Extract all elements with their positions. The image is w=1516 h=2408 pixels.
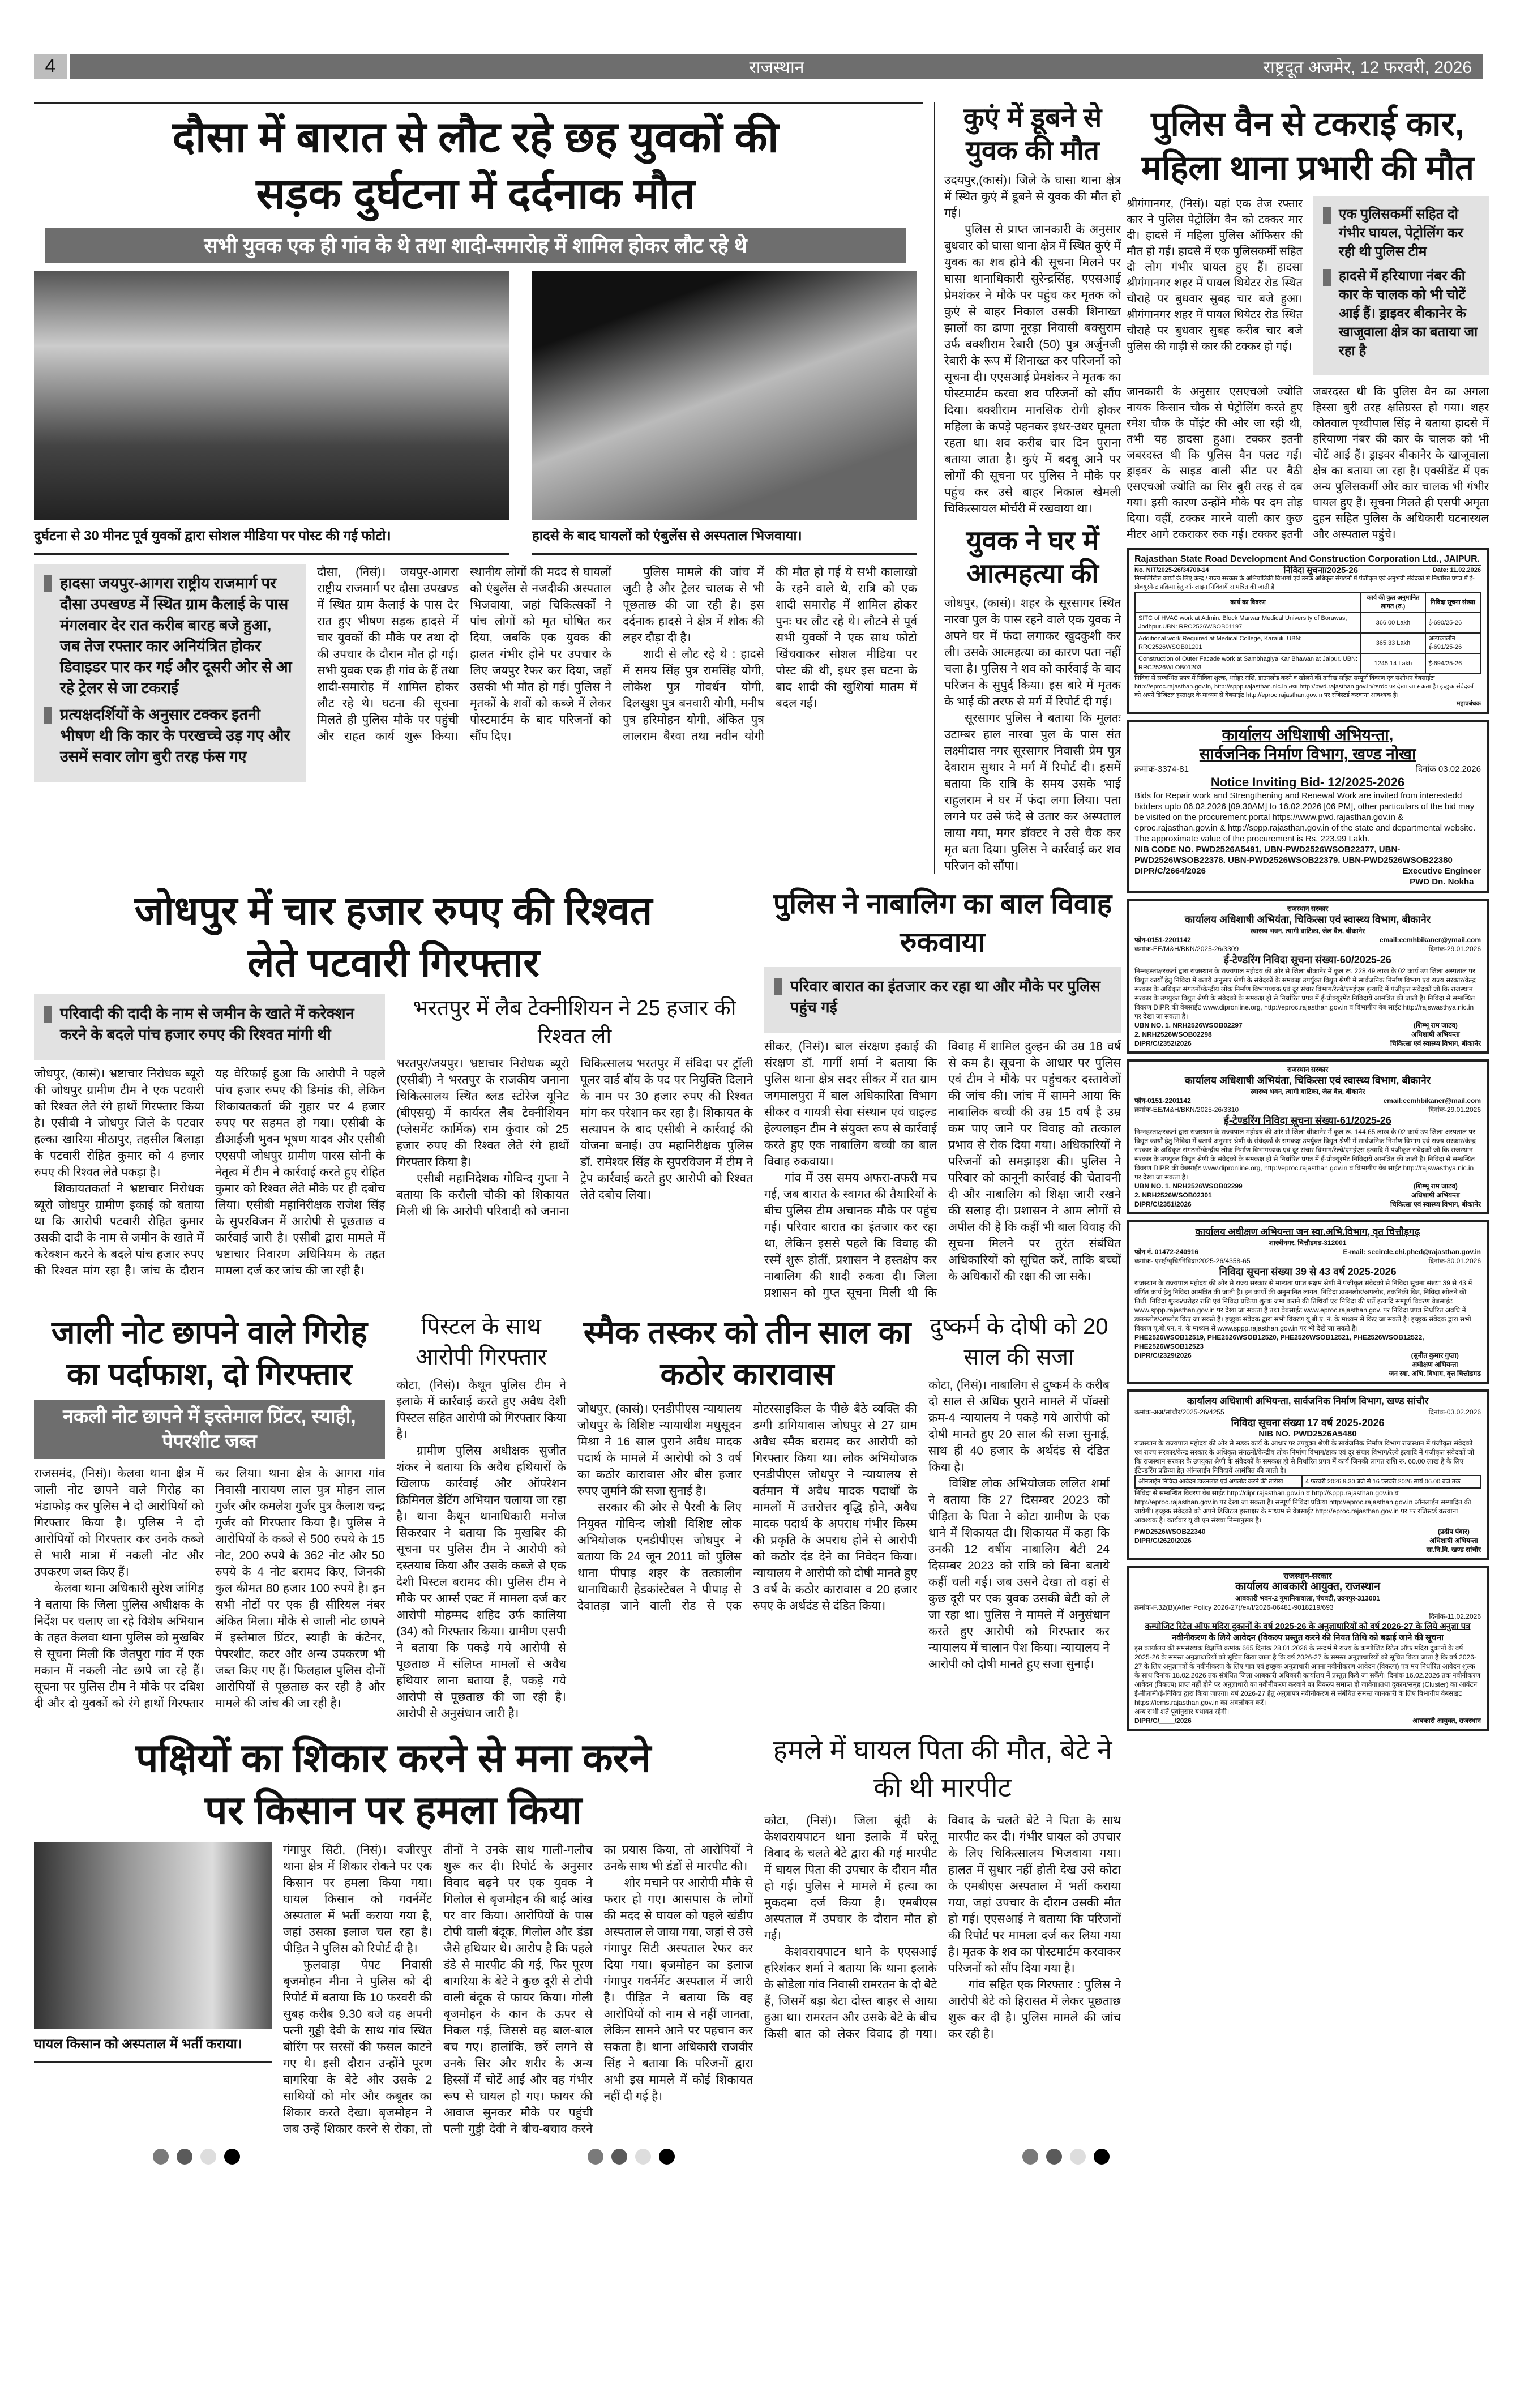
text: दिनांक-29.01.2026 xyxy=(1428,1106,1481,1114)
text: निविदा सूचना संख्या 39 से 43 वर्ष 2025-2026 xyxy=(1219,1266,1397,1277)
text: राजस्थान-सरकार xyxy=(1283,1571,1332,1580)
text: हादसे में हरियाणा नंबर की कार के चालक को भी चोटें आई हैं। ड्राइवर बीकानेर के खाजूवाला क्षेत्र का बताया जा रहा है xyxy=(1339,268,1478,358)
text: जानकारी के अनुसार एसएचओ ज्योति नायक किसान चौक से पेट्रोलिंग करते हुए रमेश चौक के पॉइंट की ओर जा रही थी, तभी यह हादसा हुआ। टक्कर इतनी जबरदस्त थी कि पुलिस वैन पलट गई। ड्राइवर के साइड वाली सीट पर बैठी एसएचओ ज्योति का सिर बुरी तरह से दब गया। इसी कारण उन्होंने मौके पर दम तोड़ दिया। वहीं, टक्कर मारने वाली कार कुछ मीटर आगे टकराकर रुक गई। टक्कर इतनी जबरदस्त थी कि पुलिस वैन का अगला हिस्सा बुरी तरह क्षतिग्रस्त हो गया। शहर कोतवाल पृथ्वीपाल सिंह ने बताया हादसे में हरियाणा नंबर की कार के चालक को भी चोटें आई हैं। ड्राइवर बीकानेर के खाजूवाला क्षेत्र का बताया जा रहा है। एक्सीडेंट में एक अन्य पुलिसकर्मी और कार चालक भी गंभीर घायल हुए हैं। सूचना मिलते ही एसपी अमृता दुहन सहित पुलिस के अधिकारी घटनास्थल और अस्पताल पहुंचे। xyxy=(1127,386,1489,541)
text: फोन-0151-2201142 xyxy=(1134,1097,1191,1105)
story-lab-technician-bribe xyxy=(396,994,753,1279)
text: पुलिस मामले की जांच में जुटी है और ट्रेलर चालक से भी पूछताछ की जा रही है। इस दर्दनाक हादसे ने क्षेत्र में शोक की लहर दौड़ा दी है। xyxy=(623,566,764,644)
text: क्रमांक-EE/M&H/BKN/2025-26/3310 xyxy=(1134,1106,1239,1114)
text: क्रमांक-EE/M&H/BKN/2025-26/3309 xyxy=(1134,945,1239,953)
text: SITC of HVAC work at Admin. Block Marwar Medical University of Borawas, Jodhpur.UBN: RRC2526WSOB01197 xyxy=(1135,613,1361,633)
headline: लेते पटवारी गिरफ्तार xyxy=(247,940,539,985)
text: Rajasthan State Road Development And Construction Corporation Ltd., JAIPUR. xyxy=(1134,554,1481,566)
text: प्रत्यक्षदर्शियों के अनुसार टक्कर इतनी भीषण थी कि कार के परखच्चे उड़ गए और उसमें सवार लोग बुरी तरह फंस गए xyxy=(60,706,290,765)
text: (शिम्भू राम जाटव) xyxy=(1414,1021,1458,1029)
text: DIPR/C/2329/2026 xyxy=(1134,1351,1192,1359)
photo-caption: दुर्घटना से 30 मीनट पूर्व युवकों द्वारा सोशल मीडिया पर पोस्ट की गई फोटो। xyxy=(34,520,509,555)
page-header xyxy=(34,54,1483,79)
ad-bikaner-tender-61 xyxy=(1127,1059,1489,1214)
text: हादसा जयपुर-आगरा राष्ट्रीय राजमार्ग पर दौसा उपखण्ड में स्थित ग्राम कैलाई के पास मंगलवार देर रात करीब बारह बजे हुआ, जब तेज रफ्तार कार अनियंत्रित होकर डिवाइडर पार कर गई और दूसरी ओर से आ रहे ट्रेलर से जा टकराई xyxy=(60,575,292,696)
text: Executive Engineer xyxy=(1402,866,1481,876)
text: क्रमांक-अअ/सांचौर/2025-26/4255 xyxy=(1134,1408,1224,1416)
text: चिकित्सा एवं स्वास्थ्य विभाग, बीकानेर xyxy=(1390,1200,1481,1208)
text: अल्पकालीन ई-691/25-26 xyxy=(1425,633,1480,653)
text: 366.00 Lakh xyxy=(1361,613,1425,633)
text: दौसा, (निसं)। जयपुर-आगरा राष्ट्रीय राजमार्ग पर दौसा उपखण्ड में स्थित ग्राम कैलाई के पास देर रात हुए भीषण सड़क हादसे में चार युवकों की मौके पर तथा दो की उपचार के दौरान मौत हो गई। सभी युवक एक ही गांव के हैं तथा शादी-समारोह में शामिल होकर लौट रहे थे। घटना की सूचना मिलते ही पुलिस मौके पर पहुंची और राहत कार्य शुरू किया। स्थानीय लोगों की मदद से घायलों को एंबुलेंस से नजदीकी अस्पताल भिजवाया, जहां चिकित्सकों ने पांच लोगों को मृत घोषित कर दिया, जबकि एक युवक की हालत गंभीर होने पर उपचार के लिए जयपुर रैफर कर दिया, जहाँ उसकी भी मौत हो गई। पुलिस ने मृतकों के शवों को कब्जे में लेकर पोस्टमार्टम के बाद परिजनों को सौंप दिए। xyxy=(317,566,611,743)
ad-excise-commissioner xyxy=(1127,1566,1489,1731)
text: निम्नहस्ताक्षरकर्ता द्वारा राजस्थान के राज्यपाल महोदय की ओर से जिला बीकानेर में कुल रू. 144.65 लाख के 02 कार्य उप जिला अस्पताल पर विद्युत कार्यों हेतु निविदा में बताये अनुसार श्रेणी के संवेदकों के समकक्ष उपर्युक्त विद्युत श्रेणी में सार्वजनिक निर्माण विभाग एवं राज्य सरकार/केन्द्र सरकार के अधिकृत संगठनों/केन्द्रीय लोक निर्माण विभाग/डाक एवं दूर संचार विभाग/रेल्वे/एमईएस इत्यादि में पंजीकृत संवेदकों जो कि राजस्थान सरकार के उपयुक्त विद्युत श्रेणी के संवेदकों के समकक्ष हो से निर्धारित प्रपत्र में ई-प्रोक्यूरमेंट निविदायें आमंत्रित की जाती है। निविदा से सम्बन्धित विवरण DIPR की वेबसाईट www.dipronline.org, http://eproc.rajasthan.gov.in व विभागीय वेब साईट http://rajswasthya.nic.in पर देखा जा सकता है। xyxy=(1134,1128,1476,1181)
text: ई-टेण्डरिंग निविदा सूचना संख्या-61/2025-26 xyxy=(1224,1115,1391,1126)
text: स्वास्थ्य भवन, त्यागी वाटिका, जेल वैल, बीकानेर xyxy=(1250,1088,1365,1096)
text: सार्वजनिक निर्माण विभाग, खण्ड नोखा xyxy=(1199,745,1416,763)
ad-pwd-sanchore xyxy=(1127,1389,1489,1560)
text: PHE2526WSOB12519, PHE2526WSOB12520, PHE2526WSOB12521, PHE2526WSOB12522, PHE2526WSOB12523 xyxy=(1134,1333,1424,1350)
headline: सड़क दुर्घटना में दर्दनाक मौत xyxy=(256,170,695,218)
story-youth-suicide xyxy=(944,525,1121,874)
headline: पक्षियों का शिकार करने से मना करने xyxy=(135,1736,652,1780)
headline: पिस्टल के साथ आरोपी गिरफ्तार xyxy=(415,1314,547,1370)
text: राजस्थान के राज्यपाल महोदय की ओर से सडक कार्य के आधार पर उपयुक्त श्रेणी के सार्वजनिक निर्माण विभाग राजस्थान में पंजीकृत संवेदको एवं राज्य सरकार/केन्द्र सरकार के अधिकृत संगठनों/केन्द्रीय लोक निर्माण विभाग/डाक एवं दूर संचार विभाग/रेल्वे इत्यादि में पंजीकृत संवेदकों जो कि राजस्थान सरकार के उपयुक्त श्रेणी के संवेदकों के समकक्ष हो से निर्धारित प्रपत्र में कार्य जिनकी लागत राशि रू. 60.00 लाख है के लिए ईटेण्डरिंग प्रक्रिया हेतु ऑनलाईन निविदायें आमंत्रित की जाती है। xyxy=(1134,1439,1475,1474)
text: क्रमांक-3374-81 xyxy=(1134,764,1189,774)
text: फुलवाड़ा पेपट निवासी बृजमोहन मीना ने पुलिस को दी रिपोर्ट में बताया कि 10 फरवरी की सुबह करीब 9.30 बजे वह अपनी पत्नी गुड्डी देवी के साथ गांव स्थित बोरिंग पर सरसों की फसल काटने गए थे। इसी दौरान उन्होंने पूरण बागरिया के बेटे और उसके 2 साथियों को मोर और कबूतर का शिकार करते देखा। बृजमोहन ने जब उन्हें शिकार करने से रोका, तो तीनों ने उनके साथ गाली-गलौच शुरू कर दी। रिपोर्ट के अनुसार विवाद बढ़ने पर एक युवक ने गिलोल से बृजमोहन की बाईं आंख पर वार किया। आरोपियों के पास टोपी वाली बंदूक, गिलोल और डंडा जैसे हथियार थे। आरोप है कि पहले डंडे से मारपीट की गई, फिर पूरण बागरिया के बेटे ने कुछ दूरी से टोपी वाली बंदूक से फायर किया। गोली बृजमोहन के कान के ऊपर से निकल गई, जिससे वह बाल-बाल बच गए। हालांकि, छर्रे लगने से उनके सिर और शरीर के अन्य हिस्सों में चोटें आईं और वह गंभीर रूप से घायल हो गए। फायर की आवाज सुनकर मौके पर पहुंची पत्नी गुड्डी देवी ने बीच-बचाव करने का प्रयास किया, तो आरोपियों ने उनके साथ भी डंडों से मारपीट की। xyxy=(283,1844,753,2136)
headline: युवक ने घर में आत्महत्या की xyxy=(966,526,1099,589)
text: (शिम्भू राम जाटव) xyxy=(1414,1182,1458,1190)
registration-marks xyxy=(153,2149,1516,2167)
story-dausa xyxy=(34,102,923,782)
text: सरकार की ओर से पैरवी के लिए नियुक्त गोविन्द जोशी विशिष्ट लोक अभियोजक एनडीपीएस जोधपुर ने बताया कि 24 जून 2011 को पुलिस थाना पीपाड़ शहर के तत्कालीन थानाधिकारी हेडकांस्टेबल ने पीपाड़ से देवातड़ा जाने वाली रोड से एक मोटरसाइकिल के पीछे बैठे व्यक्ति की डग्गी डागियावास जोधपुर से 27 ग्राम अवैध स्मैक बरामद कर आरोपी को गिरफ्तार किया था। लोक अभियोजक एनडीपीएस जोधपुर ने न्यायालय से वर्तमान में अवैध मादक पदार्थों के मामलों में उत्तरोत्तर वृद्धि होने, अवैध मादक पदार्थ के अपराध गंभीर किस्म की प्रकृति के अपराध होने से आरोपी को कठोर दंड देने का निवेदन किया। न्यायालय ने आरोपी को दोषी मानते हुए 3 वर्ष के कठोर कारावास व 20 हजार रुपए के अर्थदंड से दंडित किया। xyxy=(577,1402,917,1613)
text: शास्त्रीनगर, चित्तौडगढ-312001 xyxy=(1269,1239,1347,1247)
text: शोर मचाने पर आरोपी मौके से फरार हो गए। आसपास के लोगों की मदद से घायल को पहले खंडीप अस्पताल ले जाया गया, जहां से उसे गंगापुर सिटी अस्पताल रेफर कर दिया गया। बृजमोहन का इलाज गंगापुर गवर्नमेंट अस्पताल में जारी है। पीड़ित ने बताया कि वह आरोपियों को नाम से नहीं जानता, लेकिन सामने आने पर पहचान कर सकता है। थाना अधिकारी राजवीर सिंह ने बताया कि परिजनों द्वारा अभी इस मामले में कोई शिकायत नहीं दी गई है। xyxy=(603,1876,753,2103)
text: निम्नहस्ताक्षरकर्ता द्वारा राजस्थान के राज्यपाल महोदय की ओर से जिला बीकानेर में कुल रू. 228.49 लाख के 02 कार्य उप जिला अस्पताल पर विद्युत कार्यों हेतु निविदा में बताये अनुसार श्रेणी के संवेदकों के समकक्ष उपर्युक्त विद्युत श्रेणी में सार्वजनिक निर्माण विभाग एवं राज्य सरकार/केन्द्र सरकार के अधिकृत संगठनों/केन्द्रीय लोक निर्माण विभाग/डाक एवं दूर संचार विभाग/रेल्वे/एमईएस इत्यादि में पंजीकृत संवेदकों जो कि राजस्थान सरकार के उपयुक्त विद्युत श्रेणी के संवेदकों के समकक्ष हो से निर्धारित प्रपत्र में ई-प्रोक्यूरमेंट निविदायें आमंत्रित की जाती है। निविदा से सम्बन्धित विवरण DIPR की वेबसाईट www.dipronline.org, http://eproc.rajasthan.gov.in व विभागीय वेब साईट http://rajswasthya.nic.in पर देखा जा सकता है। xyxy=(1134,967,1476,1020)
text: निविदा सूचना संख्या 17 वर्ष 2025-2026 xyxy=(1231,1417,1385,1428)
text: केशवरायपाटन थाने के एएसआई हरिशंकर शर्मा ने बताया कि थाना इलाके के सोडेला गांव निवासी रामरतन के दो बेटे हैं, जिसमें बड़ा बेटा दोस्त बाहर से आया हुआ था। रामरतन और उसके बेटे के बीच किसी बात को लेकर विवाद हो गया। विवाद के चलते बेटे ने पिता के साथ मारपीट कर दी। गंभीर घायल को उपचार के लिए चिकित्सालय भिजवाया गया। हालत में सुधार नहीं होती देख उसे कोटा के एमबीएस अस्पताल में भर्ती कराया गया, जहां उपचार के दौरान उसकी मौत हो गई। एएसआई ने बताया कि परिजनों की रिपोर्ट पर मामला दर्ज कर लिया गया है। मृतक के शव का पोस्टमार्टम करवाकर परिजनों को सौंप दिया गया है। xyxy=(764,1814,1121,2041)
text: UBN NO. 1. NRH2526WSOB02297 xyxy=(1134,1021,1243,1029)
text: कार्यालय आबकारी आयुक्त, राजस्थान xyxy=(1235,1581,1380,1593)
ad-rsrdc-tender xyxy=(1127,548,1489,714)
tender-table xyxy=(1134,592,1481,674)
text: DIPR/C/2620/2026 xyxy=(1134,1537,1192,1545)
section-name: राजस्थान xyxy=(749,58,804,77)
text: क्रमांक- एसई/वृचि/निविदा/2025-26/4358-65 xyxy=(1134,1257,1251,1265)
text: जन स्वा. अभि. विभाग, वृत्त चित्तौडगढ xyxy=(1389,1370,1481,1378)
photo-youths xyxy=(34,271,509,520)
headline: हमले में घायल पिता की मौत, बेटे ने की थी मारपीट xyxy=(773,1735,1112,1803)
text: PWD2526WSOB22340 xyxy=(1134,1528,1206,1536)
text: E-mail: secircle.chi.phed@rajasthan.gov.in xyxy=(1343,1248,1481,1256)
headline: स्मैक तस्कर को तीन साल का कठोर कारावास xyxy=(583,1314,911,1392)
text: दिनांक-29.01.2026 xyxy=(1428,945,1481,953)
text: 1245.14 Lakh xyxy=(1361,653,1425,674)
text: कार्यालय अधिशाषी अभियन्ता, xyxy=(1222,726,1394,743)
ad-pwd-nokha xyxy=(1127,720,1489,893)
text: 365.33 Lakh xyxy=(1361,633,1425,653)
text: निम्नलिखित कार्यों के लिए केन्द्र / राज्य सरकार के अभियांत्रिकी विभागों एवं उनके अधिकृत संगठनों में पंजीकृत एवं अनुभवी संवेदकों से निर्धारित प्रपत्र में ई-प्रोक्यूरमेन्ट प्रक्रिया हेतु ऑनलाइन निविदायें आमंत्रित की जाती है xyxy=(1134,575,1475,591)
text: फोन-0151-2201142 xyxy=(1134,936,1191,944)
text: 2. NRH2526WSOB02301 xyxy=(1134,1191,1212,1199)
text: Date: 11.02.2026 xyxy=(1432,567,1481,574)
subheadline: नकली नोट छापने में इस्तेमाल प्रिंटर, स्याही, पेपरशीट जब्त xyxy=(34,1400,385,1459)
text: 2. NRH2526WSOB02298 xyxy=(1134,1030,1212,1038)
story-smack-smuggler xyxy=(577,1311,917,1614)
story-body xyxy=(944,172,1121,517)
text: विशिष्ट लोक अभियोजक ललित शर्मा ने बताया कि 27 दिसम्बर 2023 को पीड़िता के पिता ने कोटा ग्रामीण के एक थाने में शिकायत दी। शिकायत में कहा कि उनकी 12 वर्षीय नाबालिग बेटी 24 दिसम्बर 2023 को रात्रि को बिना बताये कहीं चली गई। जब उसने देखा तो वहां से कुछ दूरी पर एक युवक उसकी बेटी को ले जा रहा था। पुलिस ने मामले में अनुसंधान करते हुए आरोपी को गिरफ्तार कर न्यायालय में चालान पेश किया। न्यायालय ने आरोपी को दोषी मानते हुए सजा सुनाई। xyxy=(928,1477,1110,1671)
ad-phed-chittorgarh xyxy=(1127,1220,1489,1384)
text: चिकित्सा एवं स्वास्थ्य विभाग, बीकानेर xyxy=(1390,1040,1481,1047)
text: राजस्थान के राज्यपाल महोदय की ओर से राज्य सरकार से मान्यता प्राप्त सक्षम श्रेणी में पंजीकृत संवेदको से निविदा सूचना संख्या 39 से 43 में वर्णित कार्य हेतु निविदा आमंत्रित की जाती है। इन कार्यो की अनुमानित लागत, निविदा डाउनलोड/अपलोड, तकनिकी बिड, निविदा खोलने की तिथी, निविदा शुल्क/धरोहर राशि एवं निविदा प्रक्रिया शुल्क जमा कराने की तिथियॉ एवं निविदा की शर्ते इत्यादि सम्पूर्ण विवरण वेबसाईट www.sppp.rajasthan.gov.in पर देखा जा सकता हैं तथा वेबसाईट www.eproc.rajasthan.gov. पर निविदा प्रपत्र निर्धारित अवधि में डाउनलोड/अपलोड किए जा सकते हैं। इच्छुक संवेदक द्वारा सभी विवरण यू.बी.ए. नं. के माध्यम से किए जा सकते है। इच्छुक संवेदक द्वारा सभी विवरण यू.बी.एन. नं. के माध्यम से www.sppp.rajasthan.gov.in पर भी देखे जा सकते है। xyxy=(1134,1279,1472,1332)
masthead-date: राष्ट्रदूत अजमेर, 12 फरवरी, 2026 xyxy=(1263,58,1472,77)
text: ग्रामीण पुलिस अधीक्षक सुजीत शंकर ने बताया कि अवैध हथियारों के खिलाफ कार्रवाई और ऑपरेशन क्रिमिनल डेटिंग अभियान चलाया जा रहा है। थाना कैथून थानाधिकारी मनोज सिकरवार ने बताया कि मुखबिर की सूचना पर पुलिस टीम ने आरोपी को दस्तयाब किया और उसके कब्जे से एक देशी पिस्टल बरामद की। पुलिस टीम ने मौके पर आर्म्स एक्ट में मामला दर्ज कर आरोपी मोहम्मद शहिद उर्फ कालिया (34) को गिरफ्तार किया। ग्रामीण एसपी ने बताया कि पकड़े गये आरोपी से पूछताछ में संलिप्त मामलों से अवैध हथियार लाना बताया है, पकड़े गये आरोपी से पूछताछ की जा रही है। आरोपी से अनुसंधान जारी है। xyxy=(396,1444,566,1720)
text: महाप्रबंधक xyxy=(1456,700,1481,707)
text: UBN NO. 1. NRH2526WSOB02299 xyxy=(1134,1182,1243,1190)
text: कार्यालय अधिशाषी अभियंता, चिकित्सा एवं स्वास्थ्य विभाग, बीकानेर xyxy=(1184,914,1431,925)
text: DIPR/C/2352/2026 xyxy=(1134,1040,1192,1047)
text: पुलिस से प्राप्त जानकारी के अनुसार बुधवार को घासा थाना क्षेत्र में स्थित कुएं में युवक का शव होने की सूचना मिलने पर घासा थानाधिकारी सुरेन्द्रसिंह, एएसआई प्रेमशंकर ने मौके पर पहुंच कर मृतक को कुएं से बाहर निकाल उसकी शिनाख्त झालों का ढाणा नूरड़ा निवासी बक्सुराम उर्फ बक्शीराम रेबारी (50) पुत्र अर्जुनजी रेबारी के रूप में शिनाख्त कर परिजनों को सूचना दी। एएसआई प्रेमशंकर ने मृतक का पोस्टमार्टम करवा शव परिजनों को सौंप दिया। बक्शीराम मानसिक रोगी होकर महिला के कपड़े पहनकर इधर-उधर घूमता रहता था। शव करीब चार दिन पुराना बताया जाता है। कुएं में बदबू आने पर लोगों की सूचना पर पुलिस ने मौके पर पहुंच कर उसे बाहर निकाल खेमली चिकित्सायल मोर्चरी में रखवाया था। xyxy=(944,223,1121,515)
side-column xyxy=(934,102,1121,874)
subheadline: सभी युवक एक ही गांव के थे तथा शादी-समारोह में शामिल होकर लौट रहे थे xyxy=(45,228,906,263)
text: शिकायतकर्ता ने भ्रष्टाचार निरोधक ब्यूरो जोधपुर ग्रामीण इकाई को बताया था कि आरोपी पटवारी रोहित कुमार उसकी दादी के नाम से जमीन के खाते में करेक्शन करने के बदले पांच हजार रुपए की रिश्वत मांग रहा है। जांच के दौरान यह वेरिफाई हुआ कि आरोपी ने पहले पांच हजार रुपए की डिमांड की, लेकिन शिकायतकर्ता की गुहार पर 4 हजार रुपए पर सहमत हो गया। एसीबी के डीआईजी भुवन भूषण यादव और एसीबी एएसपी जोधपुर ग्रामीण पारस सोनी के नेतृत्व में टीम ने कार्रवाई करते हुए रोहित कुमार को रिश्वत लेते मौके पर ही दबोच लिया। एसीबी महानिरीक्षक राजेश सिंह के सुपरविजन में आरोपी से पूछताछ व कार्रवाई जारी है। एसीबी द्वारा मामले में भ्रष्टाचार निवारण अधिनियम के तहत मामला दर्ज कर जांच की जा रही है। xyxy=(34,1067,385,1277)
headline: पुलिस वैन से टकराई कार, महिला थाना प्रभारी की मौत xyxy=(1141,105,1475,187)
text: Bids for Repair work and Strengthening and Renewal Work are invited from interestedd bidders upto 06.02.2026 [09.30AM] to 16.02.2026 [06 PM], other particulars of the bid may be visited on the procurement portal https://www.pwd.rajasthan.gov.in & eproc.rajasthan.gov.in & http://sppp.rajasthan.gov.in of the state and departmental website. The approximate value of the procurement is Rs. 223.99 Lakh. xyxy=(1134,791,1476,844)
story-body xyxy=(283,1842,753,2137)
text: Notice Inviting Bid- 12/2025-2026 xyxy=(1210,775,1405,789)
text: कार्यालय अधिशाषी अभियंता, चिकित्सा एवं स्वास्थ्य विभाग, बीकानेर xyxy=(1184,1075,1431,1086)
text: email:eemhbikaner@ymail.com xyxy=(1379,936,1481,944)
text: अधिशाषी अभियन्ता xyxy=(1411,1030,1460,1038)
story-body xyxy=(928,1377,1110,1673)
headline: दौसा में बारात से लौट रहे छह युवकों की xyxy=(172,113,779,161)
headline: पुलिस ने नाबालिग का बाल विवाह रुकवाया xyxy=(773,888,1112,958)
text: कम्पोजिट रिटेल ऑफ मदिरा दुकानों के वर्ष 2025-26 के अनुज्ञाधारियों को वर्ष 2026-27 के लिये अनुज्ञा पत्र नवीनीकरण के लिये आवेदन (विकल्प प्रस्तुत करने की नियत तिथि को बढाई जाने की सूचना xyxy=(1145,1622,1471,1643)
text: परिवार बारात का इंतजार कर रहा था और मौके पर पुलिस पहुंच गई xyxy=(790,978,1100,1016)
text: गांव में उस समय अफरा-तफरी मच गई, जब बारात के स्वागत की तैयारियों के बीच पुलिस टीम अचानक मौके पर पहुंच गई। परिवार बारात का इंतजार कर रहा था, लेकिन इससे पहले कि विवाह की रस्में शुरू होतीं, प्रशासन ने हस्तक्षेप कर नाबालिग की शादी रुकवा दी। जिला प्रशासन को गुप्त सूचना मिली थी कि विवाह में शामिल दुल्हन की उम्र 18 वर्ष से कम है। सूचना के आधार पर पुलिस एवं टीम ने मौके पर पहुंचकर दस्तावेजों की जांच की। जांच में सामने आया कि नाबालिक बच्ची की उम्र 15 वर्ष है उम्र कम पाए जाने पर विवाह को तत्काल प्रभाव से रोक दिया गया। अधिकारियों ने परिजनों को समझाइश की। पुलिस ने परिवार को कानूनी कार्रवाई की चेतावनी दी और नाबालिग को शिक्षा जारी रखने की सलाह दी। प्रशासन ने आम लोगों से अपील की है कि कहीं भी बाल विवाह की सूचना मिलने पर तुरंत संबंधित अधिकारियों को सूचित करें, ताकि बच्चों के अधिकारों की रक्षा की जा सके। xyxy=(764,1040,1121,1299)
text: आबकारी भवन-2 गुमानियावाला, पंचवटी, उदयपुर-313001 xyxy=(1235,1594,1380,1602)
text: केलवा थाना अधिकारी सुरेश जांगिड़ ने बताया कि जिला पुलिस अधीक्षक के निर्देश पर चलाए जा रहे विशेष अभियान के तहत केलवा थाना पुलिस को मुखबिर से सूचना मिली कि जैतपुरा गांव में एक मकान में नकली नोट छापे जा रहे हैं। सूचना पर पुलिस टीम ने मौके पर दबिश दी और दो युवकों को रंगे हाथों गिरफ्तार कर लिया। थाना क्षेत्र के आगरा गांव निवासी नारायण लाल पुत्र मोहन लाल गुर्जर और कमलेश गुर्जर पुत्र कैलाश चन्द्र गुर्जर को गिरफ्तार किया है। पुलिस ने आरोपियों के कब्जे से 500 रुपये के 15 नोट, 200 रुपये के 362 नोट और 50 रुपये के 4 नोट बरामद किए, जिनकी कुल कीमत 80 हजार 100 रुपये है। इन सभी नोटों पर एक ही सीरियल नंबर अंकित मिला। मौके से जाली नोट छापने में इस्तेमाल प्रिंटर, स्याही के कंटेनर, पेपरशीट, कटर और अन्य उपकरण भी जब्त किए गए हैं। फिलहाल पुलिस दोनों आरोपियों से पूछताछ कर रही है और मामले की जांच की जा रही है। xyxy=(34,1467,385,1710)
text: email:eemhbikaner@mail.com xyxy=(1383,1097,1481,1105)
text: अधीक्षण अभियन्ता xyxy=(1411,1361,1458,1368)
text: (सुनीत कुमार गुप्ता) xyxy=(1411,1351,1459,1359)
text: जोधपुर, (कासं)। शहर के सूरसागर स्थित नारवा पुल के पास रहने वाले एक युवक ने अपने घर में फंदा लगाकर खुदकुशी कर ली। उसके आत्महत्या का कारण पता नहीं चला है। पुलिस ने शव को कार्रवाई के बाद परिजन के सुपुर्द किया। इस बारे में मृतक के भाई की तरफ से मर्ग में रिपोर्ट दी गई। xyxy=(944,597,1121,708)
text: Additional work Required at Medical College, Karauli. UBN: RRC2526WSOB01201 xyxy=(1135,633,1361,653)
photo-caption: घायल किसान को अस्पताल में भर्ती कराया। xyxy=(34,2029,272,2063)
text: PWD Dn. Nokha xyxy=(1410,877,1474,887)
photo-caption: हादसे के बाद घायलों को एंबुलेंस से अस्पताल भिजवाया। xyxy=(532,520,917,555)
headline: भरतपुर में लैब टेक्नीशियन ने 25 हजार की रिश्वत ली xyxy=(413,996,736,1049)
text: कार्य की कुल अनुमानित लागत (रु.) xyxy=(1361,592,1425,613)
text: राजस्थान सरकार xyxy=(1287,905,1329,913)
text: अधिशाषी अभियन्ता xyxy=(1429,1537,1478,1545)
text: गंगापुर सिटी, (निसं)। वजीरपुर थाना क्षेत्र में शिकार रोकने पर एक किसान पर हमला किया गया। घायल किसान को गवर्नमेंट अस्पताल में भर्ती कराया गया है, जहां उसका इलाज चल रहा है। पीड़ित ने पुलिस को रिपोर्ट दी है। xyxy=(283,1844,432,1955)
story-body xyxy=(944,595,1121,874)
text: DIPR/C/2351/2026 xyxy=(1134,1200,1192,1208)
text: सूरसागर पुलिस ने बताया कि मूलतः उटाम्बर हाल नारवा पुल के पास संत लक्ष्मीदास नगर सूरसागर निवासी प्रेम पुत्र देवाराम सुथार ने मर्ग में रिपोर्ट दी। इसमें बताया कि रात्रि के समय उसके भाई राहुलराम ने घर में फंदा लगा लिया। पता लगने पर उसे फंदे से उतार कर अस्पताल लाया गया, मगर डॉक्टर ने उसे चैक कर मृत बता दिया। पुलिस ने कार्रवाई कर शव परिजन को सौंपा। xyxy=(944,712,1121,872)
text: राजसमंद, (निसं)। केलवा थाना क्षेत्र में जाली नोट छापने वाले गिरोह का भंडाफोड़ कर पुलिस ने दो आरोपियों को गिरफ्तार किया है। पुलिस ने दो आरोपियों को गिरफ्तार कर उनके कब्जे से भारी मात्रा में नकली नोट और उपकरण जब्त किए हैं। xyxy=(34,1467,204,1579)
text: DIPR/C/____/2026 xyxy=(1134,1717,1192,1725)
ad-bikaner-tender-60 xyxy=(1127,899,1489,1054)
text: कार्यालय अधीक्षण अभियन्ता जन स्वा.अभि.विभाग, वृत चित्तौड़गढ़ xyxy=(1195,1226,1420,1237)
text: निविदा से सम्बन्धित विवरण वेब साईट http://dipr.rajasthan.gov.in व http://sppp.rajasthan.gov.in व http://eproc.rajasthan.gov.in पर देखा जा सकता है। सम्पूर्ण निविदा प्रक्रिया http://eproc.rajasthan.gov.in ऑनलाईन सम्पादित की जायेगी। इच्छुक संवेदको को अपने डिजिटल हस्ताक्षर के माध्यम से वेबसाईट http://eproc.rajasthan.gov.in पर पर रजिस्टर्ड करवाना आवश्यक है। कार्यवार यू बी एन संख्या निम्नानुसार है। xyxy=(1134,1489,1471,1524)
story-body xyxy=(396,1055,753,1220)
text: राजस्थान सरकार xyxy=(1287,1066,1329,1073)
text: NIB CODE NO. PWD2526A5491, UBN-PWD2526WSOB22377, UBN-PWD2526WSOB22378. UBN-PWD2526WSOB22379. UBN-PWD2526WSOB22380 xyxy=(1134,845,1453,865)
story-pocso-sentence xyxy=(928,1311,1110,1673)
story-body xyxy=(1127,384,1489,542)
text: अन्य सभी शर्ते पूर्वानुसार यथावत रहेगी। xyxy=(1134,1708,1230,1716)
text: निविदा सूचना संख्या xyxy=(1425,592,1480,613)
headline: दुष्कर्म के दोषी को 20 साल की सजा xyxy=(930,1314,1108,1370)
text: कार्य का विवरण xyxy=(1135,592,1361,613)
story-body xyxy=(34,1066,385,1279)
text: एसीबी महानिदेशक गोविन्द गुप्ता ने बताया कि करौली चौकी को शिकायत मिली थी कि आरोपी परिवादी को जनाना चिकित्सालय भरतपुर में संविदा पर ट्रॉली पूलर वार्ड बॉय के पद पर नियुक्ति दिलाने के नाम पर 30 हजार रुपए की रिश्वत मांग कर परेशान कर रहा है। शिकायत के सत्यापन के बाद एसीबी ने कार्रवाई की योजना बनाई। उप महानिरीक्षक पुलिस डॉ. रामेश्वर सिंह के सुपरविजन में टीम ने ट्रेप कार्रवाई करते हुए आरोपी को रिश्वत लेते दबोच लिया। xyxy=(396,1057,753,1218)
text: ई-694/25-26 xyxy=(1425,653,1480,674)
story-body xyxy=(1127,196,1303,380)
text: स्वास्थ्य भवन, त्यागी वाटिका, जेल वैल, बीकानेर xyxy=(1250,927,1365,935)
text: (प्रदीप पंवार) xyxy=(1437,1528,1470,1536)
text: कार्यालय अधिशाषी अभियन्ता, सार्वजनिक निर्माण विभाग, खण्ड सांचौर xyxy=(1187,1396,1429,1406)
headline: पर किसान पर हमला किया xyxy=(204,1788,582,1832)
text: शादी से लौट रहे थे : हादसे में समय सिंह पुत्र रामसिंह योगी, लोकेश पुत्र गोवर्धन योगी, दिलखुश पुत्र बनवारी योगी, मनीष पुत्र हरिमोहन योगी, अंकित पुत्र लालराम बैरवा तथा नवीन योगी की मौत हो गई ये सभी कालाखो के रहने वाले थे, रात्रि को एक शादी समारोह में शामिल होकर पुनः घर लौट रहे थे। लौटने से पूर्व सभी युवकों ने एक साथ फोटो खिंचवाकर सोशल मीडिया पर पोस्ट की थी, इधर इस घटना के बाद शादी की खुशियां मातम में बदल गई। xyxy=(623,566,917,743)
text: फोन नं. 01472-240916 xyxy=(1134,1248,1199,1256)
text: इस कार्यालय की समसंख्यक विज्ञप्ति क्रमांक 665 दिनांक 28.01.2026 के सन्दर्भ मे राज्य के कम्पोजिट रिटेल ऑफ मदिरा दुकानों के वर्ष 2025-26 के समस्त अनुज्ञाधारियों को सूचित किया जाता है कि वर्ष 2026-27 के समस्त अनुज्ञाधारियों को सूचित किया जाता है कि वर्ष 2026-27 के लिए अनुज्ञापत्रों के नवीनीकरण के लिए पात्र एवं इच्छुक अनुज्ञाधारी अपना नवीनीकरण आवेदन (विकल्प) पत्र मय निर्धारित आवेदन शुल्क के साथ दिनांक 18.02.2026 तक संबंधित जिला आबकारी अधिकारी कार्यालय में प्रस्तुत किये जा सकेंगे। दिनांक 16.02.2026 तक नवीनीकरण आवेदन (विकल्प) प्राप्त नहीं होने पर अनुज्ञाधारी का नवीनीकरण करवाने का विकल्प समाप्त हो जावेगा।तथा दुकान/समूह (Cluster) का आवंटन ई-नीलामी/ई-निविदा द्वारा किया जाएगा। वर्ष 2026-27 हेतु अनुज्ञापत्र नवीनीकरण से संबंधित समस्त जानकारी के लिए विभागीय वेबसाइट https://iems.rajasthan.gov.in का अवलोकन करें। xyxy=(1134,1644,1481,1706)
photo-ambulance xyxy=(532,271,917,520)
text: जोधपुर, (कासं)। एनडीपीएस न्यायालय जोधपुर के विशिष्ट न्यायाधीश मधुसूदन मिश्रा ने 16 साल पुराने अवैध मादक पदार्थ के मामले में आरोपी को 3 वर्ष का कठोर कारावास और बीस हजार रुपए जुर्माने की सजा सुनाई है। xyxy=(577,1402,742,1498)
story-police-van xyxy=(1127,102,1489,542)
story-body xyxy=(577,1401,917,1614)
story-pistol-arrest xyxy=(396,1311,566,1722)
highlight-box xyxy=(1313,196,1489,375)
story-well-drowning xyxy=(944,102,1121,517)
text: एक पुलिसकर्मी सहित दो गंभीर घायल, पेट्रोलिंग कर रही थी पुलिस टीम xyxy=(1339,207,1463,259)
text: ई-टेण्डरिंग निविदा सूचना संख्या-60/2025-26 xyxy=(1224,954,1391,965)
story-farmer-attack xyxy=(34,1732,753,2137)
text: सीकर, (निसं)। बाल संरक्षण इकाई की संरक्षण डॉ. गार्गी शर्मा ने बताया कि पुलिस थाना क्षेत्र सदर सीकर में रात ग्राम जगमालपुरा में बाल अधिकारिता विभाग सीकर व गायत्री सेवा संस्थान एवं चाइल्ड हेल्पलाइन टीम ने संयुक्त रूप से कार्रवाई करते हुए एक नाबालिग बच्ची का बाल विवाह रुकवाया। xyxy=(764,1040,937,1168)
photo-injured-farmer xyxy=(34,1842,272,2029)
story-body xyxy=(317,564,917,782)
headline: जाली नोट छापने वाले गिरोह का पर्दाफाश, दो गिरफ्तार xyxy=(51,1314,367,1392)
text: निविदा सूचना/2025-26 xyxy=(1283,566,1358,575)
story-body xyxy=(764,1038,1121,1301)
text: ऑनलाईन निविदा आवेदन डाउनलोड एवं अपलोड करने की तारीख xyxy=(1135,1475,1302,1488)
headline: जोधपुर में चार हजार रुपए की रिश्वत xyxy=(134,888,653,933)
story-body xyxy=(396,1377,566,1722)
text: DIPR/C/2664/2026 xyxy=(1134,866,1206,876)
text: NIB NO. PWD2526A5480 xyxy=(1258,1429,1357,1439)
story-child-marriage xyxy=(764,884,1121,1301)
page-number: 4 xyxy=(34,54,67,79)
text: भरतपुर/जयपुर। भ्रष्टाचार निरोधक ब्यूरो (एसीबी) ने भरतपुर के राजकीय जनाना चिकित्सालय स्थित ब्लड स्टोरेज यूनिट (बीएसयू) में कार्यरत लैब टेक्नीशियन (प्लेसमेंट कार्मिक) राम कुंवार को 25 हजार रुपए की रिश्वत लेते रंगे हाथों गिरफ्तार किया है। xyxy=(396,1057,569,1169)
text: कोटा, (निसं)। कैथून पुलिस टीम ने इलाके में कार्रवाई करते हुए अवैध देशी पिस्टल सहित आरोपी को गिरफ्तार किया है। xyxy=(396,1379,566,1441)
text: निविदा से सम्बन्धित प्रपत्र में निविदा शुल्क, धरोहर राशि, डाउनलोड करने व खोलने की तारीख सहित सम्पूर्ण विवरण एवं संशोधन वेबसाईटः http://eproc.rajasthan.gov.in, http://sppp.rajasthan.nic.in तथा http://pwd.rajasthan.gov.in/rsrdc पर देखा जा सकता है। इच्छुक संवेदकों को अपने डिजिटल हस्ताक्षर के माध्यम से वेबसाईट http://eproc.rajasthan.gov.in पर रजिस्टर्ड करवाना आवश्यक है। xyxy=(1134,675,1474,699)
text: No. NIT/2025-26/34700-14 xyxy=(1134,567,1209,574)
highlight-box xyxy=(34,994,385,1060)
text: जोधपुर, (कासं)। भ्रष्टाचार निरोधक ब्यूरो की जोधपुर ग्रामीण टीम ने एक पटवारी को रिश्वत लेते रंगे हाथों गिरफ्तार किया है। एसीबी ने जोधपुर जिले के पटवार हल्का खारिया मीठापुर, तहसील बिलाड़ा के पटवारी रोहित कुमार को 4 हजार रुपए की रिश्वत लेते पकड़ा है। xyxy=(34,1067,204,1179)
text: अधिशाषी अभियन्ता xyxy=(1411,1191,1460,1199)
text: श्रीगंगानगर, (निसं)। यहां एक तेज रफ्तार कार ने पुलिस पेट्रोलिंग वैन को टक्कर मार दी। हादसे में महिला पुलिस ऑफिसर की मौत हो गई। हादसे में एक पुलिसकर्मी सहित दो लोग गंभीर घायल हुए हैं। हादसा श्रीगंगानगर शहर में पायल थियेटर रोड स्थित चौराहे पर बुधवार सुबह चार बजे हुआ। श्रीगंगानगर शहर में पायल थियेटर रोड स्थित चौराहे पर बुधवार सुबह करीब चार बजे पुलिस की गाड़ी से कार की टक्कर हो गई। xyxy=(1127,198,1303,353)
highlight-box xyxy=(764,967,1121,1033)
story-body xyxy=(34,1465,385,1712)
text: दिनांक-11.02.2026 xyxy=(1429,1613,1481,1620)
text: क्रमांक-F.32(B)(After Policy 2026-27)/ex/I/2026-06481-9018219/693 xyxy=(1134,1603,1334,1611)
text: आबकारी आयुक्त, राजस्थान xyxy=(1412,1717,1481,1725)
story-patwari-bribe xyxy=(34,884,753,1279)
text: दिनांक 03.02.2026 xyxy=(1416,764,1481,774)
story-fake-notes xyxy=(34,1311,385,1712)
text: परिवादी की दादी के नाम से जमीन के खाते में करेक्शन करने के बदले पांच हजार रुपए की रिश्वत मांगी थी xyxy=(60,1005,354,1043)
story-father-death xyxy=(764,1732,1121,2042)
text: दिनांक-03.02.2026 xyxy=(1428,1408,1481,1416)
text: Construction of Outer Facade work at Sambhagiya Kar Bhawan at Jaipur. UBN: RRC2526WLOB01203 xyxy=(1135,653,1361,674)
story-body xyxy=(764,1812,1121,2042)
text: कोटा, (निसं)। नाबालिग से दुष्कर्म के करीब दो साल से अधिक पुराने मामले में पॉक्सो क्रम-4 न्यायालय ने पकड़े गये आरोपी को दोषी मानते हुए 20 साल की सजा सुनाई, साथ ही 40 हजार के अर्थदंड से दंडित किया है। xyxy=(928,1379,1110,1474)
date-table xyxy=(1134,1475,1481,1489)
text: गांव सहित एक गिरफ्तार : पुलिस ने आरोपी बेटे को हिरासत में लेकर पूछताछ शुरू कर दी है। पुलिस मामले की जांच कर रही है। xyxy=(948,1978,1121,2041)
text: सा.नि.वि. खण्ड सांचौर xyxy=(1426,1546,1481,1554)
highlight-box xyxy=(34,564,306,782)
text: 4 फरवरी 2026 9.30 बजे से 16 फरवरी 2026 सायं 06.00 बजे तक xyxy=(1302,1475,1480,1488)
text: कोटा, (निसं)। जिला बूंदी के केशवरायपाटन थाना इलाके में घरेलू विवाद के चलते बेटे द्वारा की गई मारपीट में घायल पिता की उपचार के दौरान मौत हो गई। पुलिस ने मामले में हत्या का मुकदमा दर्ज किया है। एमबीएस अस्पताल में उपचार के दौरान मौत हो गई। xyxy=(764,1814,937,1942)
text: ई-690/25-26 xyxy=(1425,613,1480,633)
text: दिनांक-30.01.2026 xyxy=(1428,1257,1481,1265)
text: उदयपुर,(कासं)। जिले के घासा थाना क्षेत्र में स्थित कुएं में डूबने से युवक की मौत हो गई। xyxy=(944,174,1121,220)
headline: कुएं में डूबने से युवक की मौत xyxy=(963,103,1102,166)
